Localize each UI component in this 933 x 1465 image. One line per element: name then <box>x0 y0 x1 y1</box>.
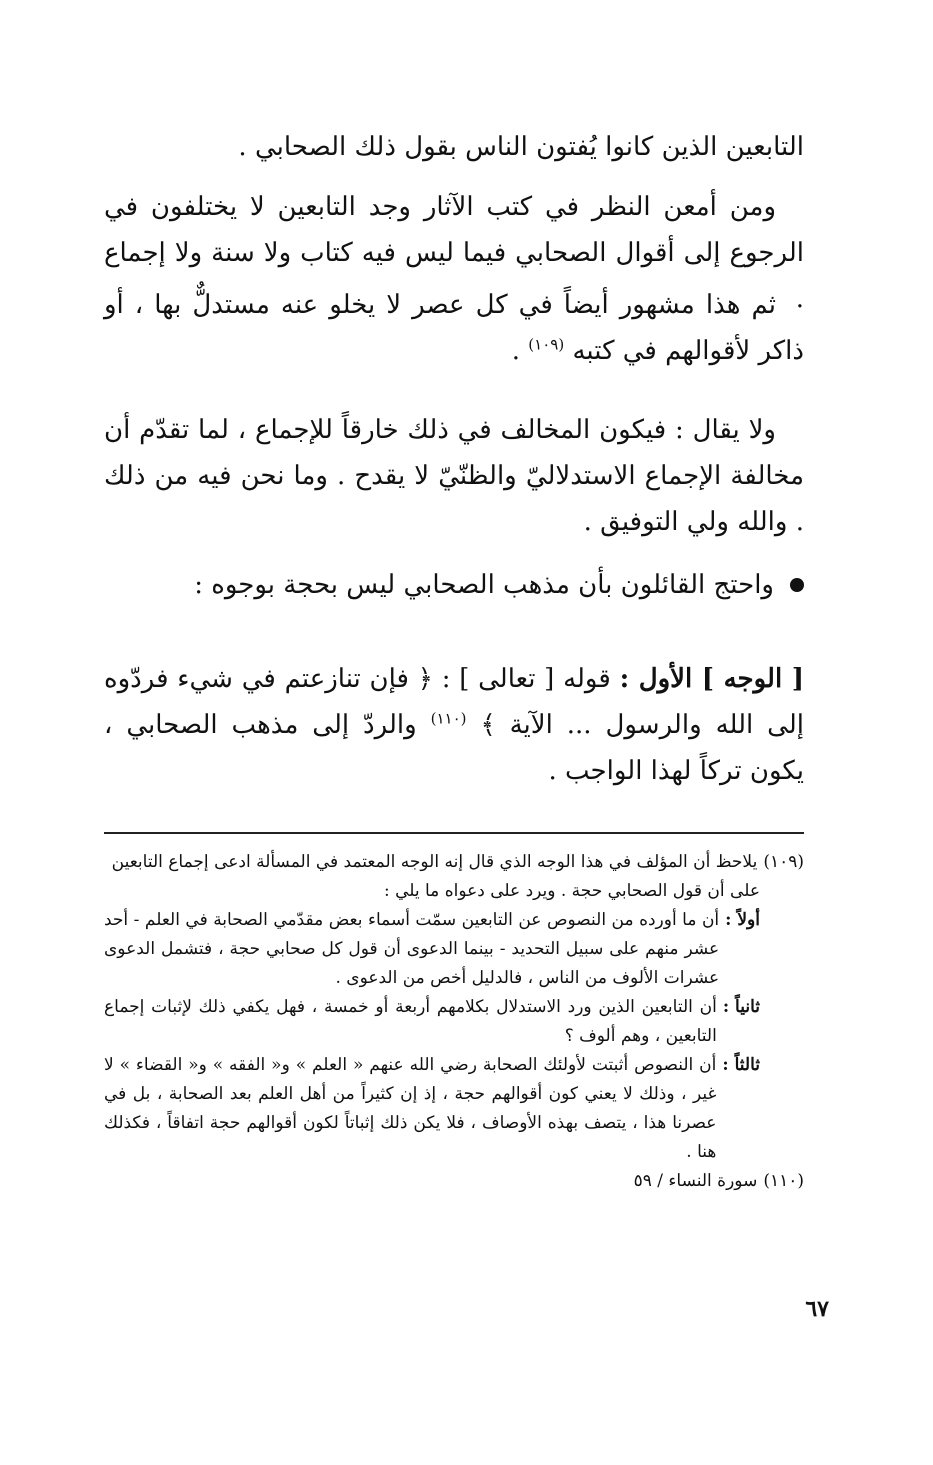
footnote-point-1 <box>104 906 760 993</box>
footnote-point-2 <box>104 993 760 1051</box>
footnote-110-text: سورة النساء / ٥٩ <box>633 1171 758 1191</box>
footnote-divider <box>104 832 804 834</box>
paragraph-4 <box>104 407 804 545</box>
section-heading: [ الوجه ] الأول : <box>619 664 805 694</box>
paragraph-3-body: ثم هذا مشهور أيضاً في كل عصر لا يخلو عنه مستدلٌّ بها ، أو ذاكر لأقوالهم في كتبه <box>104 290 804 366</box>
point-3-label: ثالثاً : <box>722 1055 760 1075</box>
paragraph-6-quote: قوله [ تعالى ] : ﴿ فإن تنازعتم في شيء فردّوه إلى الله والرسول ... الآية ﴾ <box>104 664 805 740</box>
point-1-text: أن ما أورده من النصوص عن التابعين سمّت أسماء بعض مقدّمي الصحابة في العلم - أحد عشر منهم على سبيل التحديد - بينما الدعوى أن قول كل صحابي حجة ، فتشمل الدعوى عشرات الألوف من الناس ، فالدليل أخص من الدعوى . <box>104 910 720 988</box>
paragraph-6-text <box>104 656 804 794</box>
paragraph-4-text: ولا يقال : فيكون المخالف في ذلك خارقاً للإجماع ، لما تقدّم أن مخالفة الإجماع الاستدلاليّ والظنّيّ لا يقدح . وما نحن فيه من ذلك . والله ولي التوفيق . <box>104 415 804 537</box>
paragraph-5-text: واحتج القائلون بأن مذهب الصحابي ليس بحجة بوجوه : <box>194 570 774 600</box>
footnote-point-3 <box>104 1051 760 1167</box>
footnote-109-number: (١٠٩) <box>763 852 804 872</box>
point-1-label: أولاً : <box>725 910 760 930</box>
footnotes <box>104 848 804 1196</box>
point-2-text: أن التابعين الذين ورد الاستدلال بكلامهم أربعة أو خمسة ، فهل يكفي ذلك لإثبات إجماع التابعين ، وهم ألوف ؟ <box>104 997 717 1046</box>
paragraph-6 <box>104 656 804 794</box>
footnote-109-intro: يلاحظ أن المؤلف في هذا الوجه الذي قال إنه الوجه المعتمد في المسألة ادعى إجماع التابعين <box>111 852 758 872</box>
paragraph-1-text: التابعين الذين كانوا يُفتون الناس بقول ذلك الصحابي . <box>238 132 804 162</box>
footnote-ref-109[interactable]: (١٠٩) <box>528 335 565 354</box>
paragraph-5 <box>104 562 804 608</box>
paragraph-1 <box>104 124 804 170</box>
footnote-ref-110[interactable]: (١١٠) <box>430 709 467 728</box>
footnote-109-line2: على أن قول الصحابي حجة . ويرد على دعواه ما يلي : <box>383 881 760 901</box>
point-2-label: ثانياً : <box>722 997 760 1017</box>
paragraph-6-end: والردّ إلى مذهب الصحابي ، يكون تركاً لهذا الواجب . <box>104 710 804 786</box>
footnote-110-number: (١١٠) <box>763 1171 804 1191</box>
page-number: ٦٧ <box>805 1296 829 1322</box>
footnote-109 <box>104 848 804 877</box>
footnote-110 <box>104 1167 804 1196</box>
paragraph-2-text: ومن أمعن النظر في كتب الآثار وجد التابعين لا يختلفون في الرجوع إلى أقوال الصحابي فيما ليس فيه كتاب ولا سنة ولا إجماع . <box>104 192 804 314</box>
paragraph-3 <box>104 282 804 374</box>
bullet-icon <box>790 578 804 592</box>
paragraph-3-text <box>104 282 804 374</box>
paragraph-3-end: . <box>511 336 521 366</box>
point-3-text: أن النصوص أثبتت لأولئك الصحابة رضي الله عنهم « العلم » و« الفقه » و« القضاء » لا غير ، وذلك لا يعني كون أقوالهم حجة ، إذ إن كثيراً من أهل العلم بعد الصحابة ، بل في عصرنا هذا ، يتصف بهذه الأوصاف ، فلا يكن ذلك إثباتاً لكون أقوالهم حجة اتفاقاً ، فكذلك هنا . <box>104 1055 717 1162</box>
